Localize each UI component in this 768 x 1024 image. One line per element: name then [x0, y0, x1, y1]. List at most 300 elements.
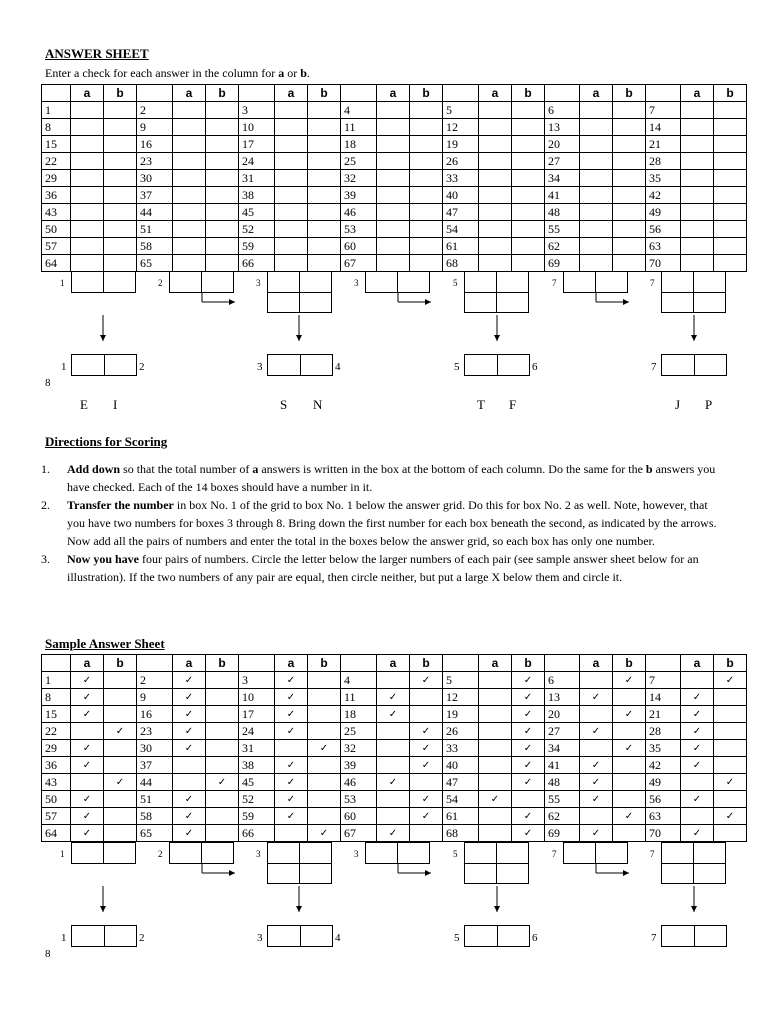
answer-cell-b[interactable] [410, 170, 443, 187]
header-blank [42, 655, 71, 672]
type-letter-S[interactable]: S [280, 397, 288, 412]
answer-cell-a[interactable] [580, 255, 613, 272]
question-number: 22 [42, 153, 71, 170]
answer-cell-b[interactable] [613, 221, 646, 238]
answer-cell-a[interactable] [479, 119, 512, 136]
answer-cell-a[interactable] [580, 136, 613, 153]
answer-cell-b: ✓ [613, 706, 646, 723]
answer-cell-a[interactable] [275, 102, 308, 119]
answer-cell-b[interactable] [308, 170, 341, 187]
answer-cell-a[interactable] [681, 119, 714, 136]
answer-cell-b [714, 825, 747, 842]
pair-label-8: 8 [45, 377, 51, 389]
answer-cell-a[interactable] [275, 255, 308, 272]
score-box-divider [103, 842, 104, 864]
answer-cell-b[interactable] [104, 238, 137, 255]
answer-cell-a[interactable] [71, 204, 104, 221]
pair-label: 6 [532, 932, 538, 944]
answer-cell-b[interactable] [714, 221, 747, 238]
table-row [42, 706, 747, 723]
table-row [42, 791, 747, 808]
answer-cell-b: ✓ [714, 672, 747, 689]
question-number: 41 [545, 757, 580, 774]
question-number: 13 [545, 119, 580, 136]
answer-cell-a[interactable] [377, 255, 410, 272]
question-number: 30 [137, 170, 173, 187]
answer-cell-b[interactable] [206, 119, 239, 136]
answer-cell-a [173, 757, 206, 774]
answer-cell-b[interactable] [512, 187, 545, 204]
answer-cell-a: ✓ [173, 825, 206, 842]
table-row [42, 187, 747, 204]
answer-cell-b[interactable] [104, 102, 137, 119]
question-number: 2 [137, 672, 173, 689]
question-number: 29 [42, 740, 71, 757]
answer-cell-b[interactable] [410, 255, 443, 272]
score-box-divider [103, 271, 104, 293]
answer-cell-b[interactable] [104, 255, 137, 272]
score-label: 5 [453, 278, 458, 288]
answer-cell-b[interactable] [613, 136, 646, 153]
answer-cell-a [71, 723, 104, 740]
question-number: 67 [341, 255, 377, 272]
question-number: 44 [137, 204, 173, 221]
question-number: 66 [239, 825, 275, 842]
answer-cell-a[interactable] [479, 170, 512, 187]
answer-cell-a [681, 808, 714, 825]
table-row [42, 102, 747, 119]
score-label: 7 [552, 849, 557, 859]
answer-cell-b[interactable] [206, 136, 239, 153]
answer-cell-a[interactable] [479, 153, 512, 170]
question-number: 4 [341, 672, 377, 689]
answer-cell-b[interactable] [512, 238, 545, 255]
answer-cell-b[interactable] [308, 238, 341, 255]
answer-cell-b[interactable] [714, 170, 747, 187]
question-number: 8 [42, 689, 71, 706]
answer-cell-a [377, 808, 410, 825]
answer-cell-a[interactable] [173, 221, 206, 238]
question-number: 20 [545, 706, 580, 723]
answer-cell-b [104, 791, 137, 808]
answer-cell-b[interactable] [714, 255, 747, 272]
answer-cell-a[interactable] [377, 153, 410, 170]
type-letter-T[interactable]: T [477, 397, 485, 412]
answer-cell-a[interactable] [377, 204, 410, 221]
answer-cell-a[interactable] [681, 255, 714, 272]
answer-cell-a: ✓ [681, 723, 714, 740]
type-letter-N[interactable]: N [313, 397, 323, 412]
question-number: 14 [646, 689, 681, 706]
score-box-divider [397, 842, 398, 864]
question-number: 16 [137, 706, 173, 723]
answer-cell-a [377, 740, 410, 757]
answer-cell-b [613, 689, 646, 706]
question-number: 65 [137, 825, 173, 842]
answer-cell-a[interactable] [580, 204, 613, 221]
type-letter-I[interactable]: I [113, 397, 118, 412]
answer-cell-b[interactable] [613, 204, 646, 221]
answer-cell-a[interactable] [377, 238, 410, 255]
question-number: 15 [42, 706, 71, 723]
answer-cell-a[interactable] [479, 136, 512, 153]
answer-cell-a: ✓ [580, 723, 613, 740]
answer-cell-b[interactable] [512, 102, 545, 119]
answer-cell-b[interactable] [104, 187, 137, 204]
answer-cell-a[interactable] [580, 153, 613, 170]
answer-cell-b[interactable] [410, 204, 443, 221]
answer-cell-a[interactable] [173, 238, 206, 255]
answer-cell-a[interactable] [275, 136, 308, 153]
answer-cell-a[interactable] [71, 221, 104, 238]
header-b: b [613, 85, 646, 102]
answer-cell-b[interactable] [714, 102, 747, 119]
answer-cell-a[interactable] [681, 102, 714, 119]
answer-cell-a[interactable] [479, 221, 512, 238]
score-box-divider [104, 925, 105, 947]
answer-cell-a[interactable] [71, 136, 104, 153]
answer-cell-a[interactable] [681, 153, 714, 170]
pair-label: 1 [61, 932, 67, 944]
answer-cell-a[interactable] [479, 255, 512, 272]
answer-cell-a: ✓ [173, 740, 206, 757]
answer-cell-a[interactable] [173, 187, 206, 204]
question-number: 43 [42, 204, 71, 221]
answer-cell-a[interactable] [71, 102, 104, 119]
answer-cell-b[interactable] [613, 119, 646, 136]
answer-cell-b[interactable] [308, 204, 341, 221]
question-number: 37 [137, 757, 173, 774]
answer-cell-b[interactable] [308, 153, 341, 170]
score-label: 3 [354, 849, 359, 859]
answer-cell-a[interactable] [479, 102, 512, 119]
answer-cell-a[interactable] [275, 153, 308, 170]
answer-cell-a[interactable] [71, 119, 104, 136]
answer-cell-b [308, 757, 341, 774]
answer-cell-b[interactable] [308, 221, 341, 238]
header-a: a [479, 655, 512, 672]
answer-cell-b[interactable] [613, 255, 646, 272]
question-number: 69 [545, 825, 580, 842]
table-row [42, 757, 747, 774]
table-row [42, 825, 747, 842]
question-number: 1 [42, 672, 71, 689]
answer-grid [41, 84, 747, 272]
answer-cell-b [104, 808, 137, 825]
question-number: 7 [646, 102, 681, 119]
answer-cell-b[interactable] [613, 170, 646, 187]
type-letter-P[interactable]: P [705, 397, 713, 412]
question-number: 38 [239, 757, 275, 774]
answer-cell-b[interactable] [308, 136, 341, 153]
answer-cell-b [104, 706, 137, 723]
answer-cell-a[interactable] [173, 102, 206, 119]
answer-cell-b[interactable] [308, 102, 341, 119]
answer-cell-b: ✓ [104, 774, 137, 791]
answer-cell-a[interactable] [377, 119, 410, 136]
answer-cell-a: ✓ [275, 723, 308, 740]
answer-cell-a[interactable] [681, 170, 714, 187]
question-number: 1 [42, 102, 71, 119]
answer-cell-a[interactable] [173, 153, 206, 170]
pair-label: 3 [257, 361, 263, 373]
header-blank [42, 85, 71, 102]
answer-cell-b[interactable] [512, 221, 545, 238]
answer-cell-b[interactable] [714, 238, 747, 255]
answer-cell-b[interactable] [206, 170, 239, 187]
answer-cell-a[interactable] [681, 204, 714, 221]
type-letter-J[interactable]: J [675, 397, 681, 412]
answer-cell-b[interactable] [714, 153, 747, 170]
answer-cell-a[interactable] [173, 119, 206, 136]
answer-cell-a [479, 689, 512, 706]
answer-cell-a [681, 774, 714, 791]
answer-cell-b[interactable] [512, 255, 545, 272]
answer-cell-a[interactable] [275, 119, 308, 136]
score-box-divider [496, 863, 497, 884]
question-number: 17 [239, 706, 275, 723]
answer-cell-a[interactable] [377, 136, 410, 153]
question-number: 6 [545, 102, 580, 119]
header-blank [341, 85, 377, 102]
question-number: 60 [341, 808, 377, 825]
question-number: 7 [646, 672, 681, 689]
answer-cell-b[interactable] [104, 204, 137, 221]
answer-cell-b[interactable] [512, 153, 545, 170]
question-number: 64 [42, 825, 71, 842]
answer-cell-b[interactable] [206, 187, 239, 204]
answer-cell-a[interactable] [275, 204, 308, 221]
answer-cell-b[interactable] [714, 187, 747, 204]
answer-cell-b[interactable] [104, 221, 137, 238]
answer-cell-a[interactable] [377, 187, 410, 204]
question-number: 51 [137, 791, 173, 808]
answer-cell-b[interactable] [308, 187, 341, 204]
question-number: 35 [646, 170, 681, 187]
answer-cell-b [308, 808, 341, 825]
answer-cell-a[interactable] [275, 187, 308, 204]
answer-cell-a[interactable] [71, 153, 104, 170]
question-number: 3 [239, 102, 275, 119]
question-number: 48 [545, 204, 580, 221]
answer-cell-a [173, 774, 206, 791]
score-box-divider [300, 354, 301, 376]
answer-cell-b[interactable] [410, 119, 443, 136]
answer-cell-a[interactable] [479, 187, 512, 204]
header-a: a [681, 85, 714, 102]
answer-cell-b[interactable] [512, 170, 545, 187]
answer-cell-a[interactable] [71, 255, 104, 272]
score-box-divider [299, 292, 300, 313]
answer-cell-a[interactable] [71, 170, 104, 187]
answer-cell-a [479, 825, 512, 842]
answer-cell-a [479, 706, 512, 723]
answer-cell-b[interactable] [714, 204, 747, 221]
table-row [42, 153, 747, 170]
question-number: 2 [137, 102, 173, 119]
answer-cell-b [308, 791, 341, 808]
question-number: 32 [341, 740, 377, 757]
question-number: 45 [239, 774, 275, 791]
answer-cell-a[interactable] [580, 102, 613, 119]
answer-cell-a[interactable] [275, 170, 308, 187]
question-number: 63 [646, 238, 681, 255]
answer-cell-a[interactable] [173, 204, 206, 221]
answer-cell-b[interactable] [308, 255, 341, 272]
header-blank [443, 85, 479, 102]
answer-cell-b [206, 706, 239, 723]
answer-cell-b[interactable] [613, 238, 646, 255]
answer-cell-a[interactable] [275, 221, 308, 238]
header-blank [545, 655, 580, 672]
answer-cell-b[interactable] [714, 136, 747, 153]
question-number: 28 [646, 723, 681, 740]
question-number: 58 [137, 808, 173, 825]
question-number: 66 [239, 255, 275, 272]
question-number: 46 [341, 774, 377, 791]
answer-cell-a: ✓ [71, 757, 104, 774]
answer-cell-b[interactable] [104, 170, 137, 187]
answer-cell-a[interactable] [71, 187, 104, 204]
question-number: 23 [137, 153, 173, 170]
question-number: 55 [545, 791, 580, 808]
answer-cell-a[interactable] [377, 221, 410, 238]
answer-cell-a: ✓ [580, 757, 613, 774]
question-number: 49 [646, 204, 681, 221]
answer-cell-b[interactable] [104, 136, 137, 153]
answer-cell-b[interactable] [206, 221, 239, 238]
answer-cell-a: ✓ [479, 791, 512, 808]
answer-cell-a[interactable] [580, 221, 613, 238]
answer-cell-b[interactable] [613, 187, 646, 204]
header-b: b [512, 85, 545, 102]
answer-cell-a[interactable] [681, 136, 714, 153]
answer-cell-b[interactable] [206, 255, 239, 272]
answer-cell-a[interactable] [681, 187, 714, 204]
header-a: a [580, 655, 613, 672]
answer-cell-b [206, 689, 239, 706]
answer-cell-a [580, 808, 613, 825]
answer-cell-b[interactable] [613, 102, 646, 119]
question-number: 36 [42, 187, 71, 204]
answer-cell-b[interactable] [410, 102, 443, 119]
answer-cell-a: ✓ [681, 689, 714, 706]
question-number: 62 [545, 238, 580, 255]
header-blank [341, 655, 377, 672]
answer-cell-a [377, 791, 410, 808]
answer-cell-b[interactable] [410, 136, 443, 153]
question-number: 18 [341, 136, 377, 153]
answer-cell-b: ✓ [410, 723, 443, 740]
answer-cell-a[interactable] [173, 136, 206, 153]
question-number: 37 [137, 187, 173, 204]
answer-cell-b: ✓ [512, 774, 545, 791]
pair-label-8: 8 [45, 948, 51, 960]
answer-cell-a[interactable] [71, 238, 104, 255]
answer-cell-b: ✓ [410, 740, 443, 757]
question-number: 39 [341, 187, 377, 204]
answer-cell-b[interactable] [206, 204, 239, 221]
question-number: 19 [443, 706, 479, 723]
answer-cell-a[interactable] [479, 238, 512, 255]
answer-cell-a: ✓ [275, 808, 308, 825]
answer-cell-b[interactable] [410, 221, 443, 238]
answer-cell-b[interactable] [512, 119, 545, 136]
answer-cell-b: ✓ [410, 757, 443, 774]
answer-cell-b: ✓ [512, 808, 545, 825]
question-number: 4 [341, 102, 377, 119]
answer-cell-b[interactable] [714, 119, 747, 136]
answer-cell-a[interactable] [173, 255, 206, 272]
answer-cell-b [410, 706, 443, 723]
answer-cell-a[interactable] [377, 102, 410, 119]
answer-cell-b[interactable] [410, 187, 443, 204]
answer-cell-b: ✓ [613, 740, 646, 757]
answer-cell-b[interactable] [410, 153, 443, 170]
question-number: 8 [42, 119, 71, 136]
header-b: b [410, 85, 443, 102]
direction-item: 1. Add down so that the total number of a answers is written in the box at the bottom of each column. Do the same for the b answers you have checked. Each of the 14 boxes should have a number in it. [41, 462, 716, 494]
type-letter-F[interactable]: F [509, 397, 517, 412]
answer-cell-a[interactable] [275, 238, 308, 255]
answer-cell-a [681, 672, 714, 689]
question-number: 19 [443, 136, 479, 153]
answer-cell-b[interactable] [613, 153, 646, 170]
directions-title: Directions for Scoring [45, 434, 168, 449]
answer-cell-a[interactable] [580, 170, 613, 187]
answer-cell-a[interactable] [377, 170, 410, 187]
question-number: 13 [545, 689, 580, 706]
answer-cell-a[interactable] [681, 221, 714, 238]
answer-cell-b[interactable] [512, 136, 545, 153]
answer-cell-a[interactable] [580, 119, 613, 136]
answer-cell-b[interactable] [512, 204, 545, 221]
answer-cell-b: ✓ [410, 672, 443, 689]
answer-cell-a[interactable] [681, 238, 714, 255]
question-number: 40 [443, 187, 479, 204]
answer-cell-b [104, 825, 137, 842]
answer-cell-b[interactable] [410, 238, 443, 255]
answer-cell-a[interactable] [173, 170, 206, 187]
answer-cell-b[interactable] [104, 153, 137, 170]
question-number: 52 [239, 791, 275, 808]
answer-cell-b[interactable] [206, 153, 239, 170]
answer-cell-a: ✓ [275, 672, 308, 689]
answer-cell-a[interactable] [580, 238, 613, 255]
header-blank [646, 655, 681, 672]
score-label: 3 [256, 849, 261, 859]
answer-cell-a [71, 774, 104, 791]
answer-cell-a [479, 757, 512, 774]
header-b: b [714, 85, 747, 102]
answer-cell-a[interactable] [479, 204, 512, 221]
question-number: 43 [42, 774, 71, 791]
answer-cell-b [206, 757, 239, 774]
answer-cell-b[interactable] [206, 102, 239, 119]
answer-cell-b[interactable] [206, 238, 239, 255]
answer-cell-a[interactable] [580, 187, 613, 204]
score-box-divider [595, 271, 596, 293]
answer-cell-a: ✓ [71, 808, 104, 825]
answer-cell-b[interactable] [308, 119, 341, 136]
score-label: 2 [158, 278, 163, 288]
score-box-divider [693, 863, 694, 884]
header-b: b [206, 85, 239, 102]
question-number: 25 [341, 723, 377, 740]
type-letter-E[interactable]: E [80, 397, 88, 412]
question-number: 20 [545, 136, 580, 153]
answer-cell-b[interactable] [104, 119, 137, 136]
